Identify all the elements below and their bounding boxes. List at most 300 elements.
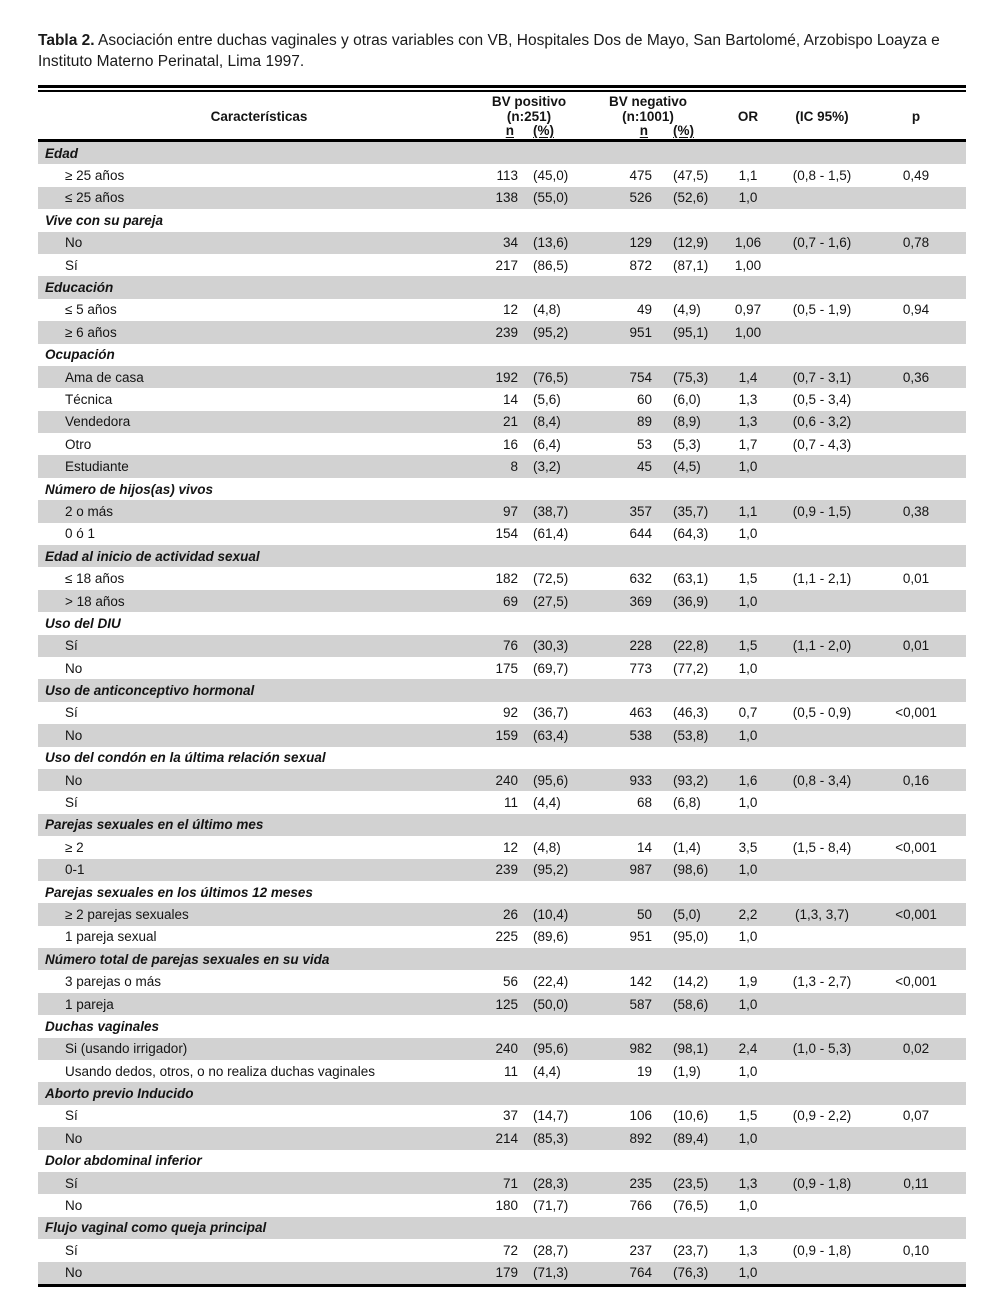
data-row <box>38 1172 966 1194</box>
p-value: <0,001 <box>895 906 937 922</box>
subcol-header-bv-pos-n: n <box>505 123 514 138</box>
group-row <box>38 1015 966 1037</box>
row-label: Otro <box>65 436 92 452</box>
p-value: <0,001 <box>895 839 937 855</box>
bv-pos-pct-value: (38,7) <box>533 503 569 519</box>
data-row <box>38 1038 966 1060</box>
bv-neg-pct-value: (36,9) <box>673 593 709 609</box>
data-row <box>38 164 966 186</box>
row-label: 2 o más <box>65 503 114 519</box>
table-caption <box>38 30 966 72</box>
group-label: Duchas vaginales <box>45 1018 160 1034</box>
header-row-1 <box>38 92 966 110</box>
row-label: Sí <box>65 1108 78 1124</box>
bv-pos-pct-value: (86,5) <box>533 257 569 273</box>
bv-pos-n-value: 97 <box>502 503 518 519</box>
or-value: 1,1 <box>738 168 758 184</box>
group-label: Flujo vaginal como queja principal <box>45 1220 267 1236</box>
or-value: 1,7 <box>738 436 758 452</box>
bv-neg-n-value: 50 <box>636 906 653 922</box>
or-value: 0,7 <box>738 705 758 721</box>
bv-pos-n-value: 34 <box>502 235 518 251</box>
ic95-value: (0,8 - 1,5) <box>792 168 852 184</box>
data-row <box>38 455 966 477</box>
row-label: No <box>65 772 83 788</box>
row-label: No <box>65 727 83 743</box>
data-row <box>38 970 966 992</box>
p-value <box>866 926 966 948</box>
or-value: 1,0 <box>738 526 758 542</box>
bv-pos-pct-value: (95,2) <box>533 324 569 340</box>
table-body <box>38 141 966 1286</box>
bv-pos-n-value: 175 <box>495 660 518 676</box>
group-label: Parejas sexuales en el último mes <box>45 817 264 833</box>
data-row <box>38 500 966 522</box>
bv-pos-pct-value: (95,6) <box>533 772 569 788</box>
bv-pos-pct-value: (95,2) <box>533 862 569 878</box>
bv-pos-pct-value: (8,4) <box>533 414 561 430</box>
bv-pos-pct-value: (5,6) <box>533 391 561 407</box>
bv-neg-pct-value: (10,6) <box>673 1108 709 1124</box>
row-label: ≥ 6 años <box>65 324 117 340</box>
data-row <box>38 769 966 791</box>
row-label: No <box>65 235 83 251</box>
bv-neg-n-value: 235 <box>629 1175 653 1191</box>
data-row <box>38 859 966 881</box>
ic95-value: (1,5 - 8,4) <box>792 839 852 855</box>
data-row <box>38 433 966 455</box>
p-value <box>866 657 966 679</box>
bv-neg-n-value: 587 <box>629 996 653 1012</box>
group-label: Aborto previo Inducido <box>45 1086 194 1102</box>
bv-neg-pct-value: (4,5) <box>673 459 701 475</box>
bv-neg-pct-value: (98,1) <box>673 1041 709 1057</box>
bv-pos-pct-value: (28,3) <box>533 1175 569 1191</box>
bv-neg-n-value: 53 <box>636 436 653 452</box>
data-row <box>38 567 966 589</box>
bv-neg-pct-value: (12,9) <box>673 235 709 251</box>
p-value <box>866 1194 966 1216</box>
or-value: 1,00 <box>734 257 762 273</box>
bv-neg-n-value: 45 <box>636 459 653 475</box>
group-label: Número de hijos(as) vivos <box>45 481 214 497</box>
p-value: 0,07 <box>902 1108 930 1124</box>
bv-pos-pct-value: (3,2) <box>533 459 561 475</box>
data-row <box>38 724 966 746</box>
row-label: Sí <box>65 1175 78 1191</box>
ic95-value: (0,9 - 1,8) <box>792 1242 852 1258</box>
or-value: 1,0 <box>738 593 758 609</box>
ic95-value: (0,5 - 1,9) <box>792 302 852 318</box>
bv-pos-n-value: 16 <box>502 436 518 452</box>
bv-neg-n-value: 987 <box>629 862 653 878</box>
or-value: 1,00 <box>734 324 762 340</box>
bv-pos-n-value: 37 <box>502 1108 518 1124</box>
ic95-value: (0,8 - 3,4) <box>792 772 852 788</box>
bv-pos-pct-value: (71,3) <box>533 1265 569 1281</box>
p-value <box>866 590 966 612</box>
bv-pos-n-value: 180 <box>495 1198 518 1214</box>
row-label: 1 pareja <box>65 996 114 1012</box>
bv-pos-pct-value: (95,6) <box>533 1041 569 1057</box>
bv-neg-n-value: 237 <box>629 1242 653 1258</box>
data-row <box>38 993 966 1015</box>
or-value: 1,0 <box>738 1130 758 1146</box>
p-value <box>866 254 966 276</box>
bv-pos-pct-value: (13,6) <box>533 235 569 251</box>
p-value: 0,02 <box>902 1041 930 1057</box>
subcol-header-bv-neg-pct: (%) <box>673 123 695 138</box>
group-row <box>38 344 966 366</box>
row-label: 0 ó 1 <box>65 526 96 542</box>
row-label: ≤ 18 años <box>65 571 125 587</box>
bv-neg-pct-value: (64,3) <box>673 526 709 542</box>
bv-pos-n-value: 240 <box>495 772 518 788</box>
bv-neg-pct-value: (8,9) <box>673 414 701 430</box>
p-value: 0,11 <box>903 1175 929 1191</box>
bv-pos-pct-value: (28,7) <box>533 1242 569 1258</box>
p-value <box>866 1262 966 1286</box>
or-value: 1,0 <box>738 795 758 811</box>
bv-neg-n-value: 357 <box>629 503 653 519</box>
data-row <box>38 523 966 545</box>
col-header-caracteristicas: Características <box>210 108 308 124</box>
group-row <box>38 1217 966 1239</box>
p-value <box>866 859 966 881</box>
ic95-value <box>778 926 866 948</box>
bv-neg-pct-value: (89,4) <box>673 1130 709 1146</box>
bv-neg-n-value: 872 <box>629 257 653 273</box>
bv-neg-pct-value: (87,1) <box>673 257 709 273</box>
bv-pos-n-value: 113 <box>496 168 518 184</box>
bv-neg-n-value: 754 <box>629 369 653 385</box>
row-label: 1 pareja sexual <box>65 929 157 945</box>
or-value: 1,9 <box>738 974 758 990</box>
bv-pos-pct-value: (14,7) <box>533 1108 569 1124</box>
bv-pos-n-value: 159 <box>495 727 518 743</box>
p-value: 0,49 <box>902 168 930 184</box>
bv-pos-n-value: 26 <box>502 906 518 922</box>
table-caption-text: Asociación entre duchas vaginales y otras variables con VB, Hospitales Dos de Mayo, San Bartolomé, Arzobispo Loayza e Instituto Materno Perinatal, Lima 1997. <box>38 32 940 70</box>
ic95-value <box>778 859 866 881</box>
data-row <box>38 366 966 388</box>
ic95-value <box>778 187 866 209</box>
ic95-value: (1,1 - 2,1) <box>792 571 852 587</box>
p-value <box>866 187 966 209</box>
ic95-value <box>778 523 866 545</box>
bv-pos-n-value: 154 <box>495 526 518 542</box>
group-row <box>38 1150 966 1172</box>
bv-neg-pct-value: (76,3) <box>673 1265 709 1281</box>
bv-neg-pct-value: (77,2) <box>673 660 709 676</box>
or-value: 1,0 <box>738 660 758 676</box>
bv-pos-pct-value: (72,5) <box>533 571 569 587</box>
bv-neg-n-value: 49 <box>636 302 653 318</box>
col-header-or: OR <box>737 108 759 124</box>
group-label: Uso del condón en la última relación sexual <box>45 750 326 766</box>
row-label: ≥ 25 años <box>65 168 125 184</box>
bv-pos-n-value: 12 <box>502 839 518 855</box>
row-label: Sí <box>65 1242 78 1258</box>
bv-pos-pct-value: (85,3) <box>533 1130 569 1146</box>
or-value: 1,3 <box>738 1242 758 1258</box>
data-row <box>38 1194 966 1216</box>
row-label: 0-1 <box>65 862 85 878</box>
row-label: Sí <box>65 795 78 811</box>
ic95-value: (1,1 - 2,0) <box>792 638 852 654</box>
p-value: 0,01 <box>902 638 930 654</box>
data-row <box>38 590 966 612</box>
bv-neg-pct-value: (63,1) <box>673 571 709 587</box>
or-value: 1,0 <box>738 1265 758 1281</box>
row-label: 3 parejas o más <box>65 974 162 990</box>
bv-neg-pct-value: (6,8) <box>673 795 701 811</box>
row-label: No <box>65 1130 83 1146</box>
or-value: 1,0 <box>738 190 758 206</box>
row-label: Estudiante <box>65 459 129 475</box>
or-value: 1,5 <box>738 571 758 587</box>
group-label: Edad <box>45 145 79 161</box>
bv-neg-n-value: 89 <box>636 414 653 430</box>
data-row <box>38 903 966 925</box>
p-value <box>866 1060 966 1082</box>
ic95-value: (0,7 - 4,3) <box>792 436 852 452</box>
col-header-bv-positivo: BV positivo <box>491 94 567 109</box>
bv-neg-n-value: 463 <box>629 705 653 721</box>
group-row <box>38 1082 966 1104</box>
group-row <box>38 612 966 634</box>
group-label: Ocupación <box>45 347 115 363</box>
p-value <box>866 388 966 410</box>
group-row <box>38 948 966 970</box>
data-row <box>38 187 966 209</box>
bv-neg-pct-value: (53,8) <box>673 727 709 743</box>
or-value: 1,3 <box>738 414 758 430</box>
bv-pos-pct-value: (45,0) <box>533 168 569 184</box>
p-value <box>866 993 966 1015</box>
ic95-value: (1,0 - 5,3) <box>792 1041 852 1057</box>
ic95-value <box>778 254 866 276</box>
data-row <box>38 657 966 679</box>
row-label: Ama de casa <box>65 369 144 385</box>
bv-neg-n-value: 369 <box>629 593 653 609</box>
bv-pos-n-value: 11 <box>503 795 518 811</box>
bv-neg-n-value: 68 <box>636 795 653 811</box>
bv-neg-pct-value: (6,0) <box>673 391 701 407</box>
col-header-bv-positivo-n: (n:251) <box>506 109 552 124</box>
bv-pos-pct-value: (71,7) <box>533 1198 569 1214</box>
or-value: 1,3 <box>738 1175 758 1191</box>
row-label: No <box>65 1198 83 1214</box>
col-header-ic95: (IC 95%) <box>795 108 849 124</box>
data-row <box>38 411 966 433</box>
row-label: No <box>65 660 83 676</box>
bv-neg-n-value: 766 <box>629 1198 653 1214</box>
data-row <box>38 1060 966 1082</box>
ic95-value: (0,6 - 3,2) <box>792 414 852 430</box>
bv-neg-n-value: 933 <box>629 772 653 788</box>
bv-pos-pct-value: (4,4) <box>533 795 561 811</box>
group-label: Parejas sexuales en los últimos 12 meses <box>45 884 313 900</box>
col-header-bv-negativo: BV negativo <box>609 94 688 109</box>
or-value: 1,1 <box>738 503 758 519</box>
row-label: Sí <box>65 638 78 654</box>
or-value: 1,6 <box>738 772 758 788</box>
bv-pos-pct-value: (89,6) <box>533 929 569 945</box>
bv-pos-n-value: 192 <box>495 369 518 385</box>
bv-pos-n-value: 12 <box>502 302 518 318</box>
ic95-value: (0,5 - 3,4) <box>792 391 852 407</box>
group-row <box>38 814 966 836</box>
bv-neg-pct-value: (58,6) <box>673 996 709 1012</box>
bv-pos-n-value: 72 <box>502 1242 518 1258</box>
or-value: 1,0 <box>738 862 758 878</box>
group-label: Educación <box>45 280 114 296</box>
bv-neg-pct-value: (23,5) <box>673 1175 709 1191</box>
ic95-value: (1,3 - 2,7) <box>792 974 852 990</box>
subcol-header-bv-neg-n: n <box>639 123 649 138</box>
row-label: Usando dedos, otros, o no realiza duchas vaginales <box>65 1063 375 1079</box>
data-row <box>38 836 966 858</box>
group-row <box>38 209 966 231</box>
ic95-value: (1,3, 3,7) <box>795 906 850 922</box>
bv-pos-pct-value: (61,4) <box>533 526 569 542</box>
or-value: 1,0 <box>738 1198 758 1214</box>
ic95-value: (0,7 - 1,6) <box>792 235 852 251</box>
bv-pos-n-value: 69 <box>502 593 518 609</box>
bv-pos-n-value: 138 <box>495 190 518 206</box>
bv-pos-pct-value: (63,4) <box>533 727 569 743</box>
bv-neg-pct-value: (5,0) <box>673 906 701 922</box>
bv-pos-n-value: 71 <box>502 1175 518 1191</box>
p-value <box>866 791 966 813</box>
bv-neg-n-value: 106 <box>629 1108 653 1124</box>
bv-neg-n-value: 951 <box>629 324 653 340</box>
or-value: 1,0 <box>738 1063 758 1079</box>
bv-neg-pct-value: (76,5) <box>673 1198 709 1214</box>
bv-pos-pct-value: (10,4) <box>533 906 569 922</box>
data-row <box>38 388 966 410</box>
group-row <box>38 276 966 298</box>
row-label: Sí <box>65 257 78 273</box>
bv-neg-n-value: 60 <box>636 391 653 407</box>
ic95-value <box>778 657 866 679</box>
ic95-value <box>778 1262 866 1286</box>
bv-neg-pct-value: (22,8) <box>673 638 709 654</box>
data-row <box>38 1105 966 1127</box>
bv-pos-n-value: 179 <box>495 1265 518 1281</box>
row-label: > 18 años <box>65 593 125 609</box>
bv-pos-pct-value: (4,8) <box>533 302 561 318</box>
group-label: Uso del DIU <box>45 615 121 631</box>
stats-table-wrap <box>38 85 966 1287</box>
group-row <box>38 679 966 701</box>
ic95-value <box>778 724 866 746</box>
group-label: Edad al inicio de actividad sexual <box>45 548 260 564</box>
row-label: ≥ 2 <box>65 839 84 855</box>
ic95-value: (0,9 - 1,5) <box>792 503 852 519</box>
bv-neg-pct-value: (52,6) <box>673 190 709 206</box>
or-value: 1,3 <box>738 391 758 407</box>
row-label: ≤ 5 años <box>65 302 117 318</box>
data-row <box>38 635 966 657</box>
p-value: 0,36 <box>902 369 930 385</box>
p-value: 0,94 <box>902 302 930 318</box>
or-value: 1,06 <box>734 235 762 251</box>
ic95-value <box>778 1194 866 1216</box>
data-row <box>38 1262 966 1286</box>
bv-neg-n-value: 892 <box>629 1130 653 1146</box>
bv-neg-n-value: 538 <box>629 727 653 743</box>
bv-neg-pct-value: (1,4) <box>673 839 701 855</box>
group-row <box>38 141 966 165</box>
bv-pos-n-value: 92 <box>502 705 518 721</box>
row-label: Vendedora <box>65 414 131 430</box>
p-value <box>866 433 966 455</box>
bv-neg-pct-value: (35,7) <box>673 503 709 519</box>
bv-neg-n-value: 773 <box>629 660 653 676</box>
p-value: <0,001 <box>895 974 937 990</box>
ic95-value <box>778 1127 866 1149</box>
data-row <box>38 232 966 254</box>
bv-pos-pct-value: (6,4) <box>533 436 561 452</box>
bv-neg-n-value: 632 <box>629 571 653 587</box>
group-row <box>38 478 966 500</box>
bv-neg-pct-value: (93,2) <box>673 772 709 788</box>
bv-pos-n-value: 11 <box>503 1063 518 1079</box>
bv-pos-pct-value: (27,5) <box>533 593 569 609</box>
row-label: No <box>65 1265 83 1281</box>
bv-pos-n-value: 14 <box>502 391 518 407</box>
bv-neg-pct-value: (5,3) <box>673 436 701 452</box>
bv-neg-pct-value: (95,1) <box>673 324 709 340</box>
group-row <box>38 881 966 903</box>
or-value: 1,0 <box>738 459 758 475</box>
group-label: Dolor abdominal inferior <box>45 1153 202 1169</box>
p-value <box>866 455 966 477</box>
p-value: <0,001 <box>895 705 937 721</box>
ic95-value <box>778 1060 866 1082</box>
data-row <box>38 299 966 321</box>
p-value: 0,16 <box>902 772 930 788</box>
group-label: Número total de parejas sexuales en su vida <box>45 951 330 967</box>
bv-pos-pct-value: (50,0) <box>533 996 569 1012</box>
ic95-value: (0,7 - 3,1) <box>792 369 852 385</box>
bv-neg-n-value: 142 <box>629 974 653 990</box>
or-value: 1,4 <box>738 369 758 385</box>
bv-pos-pct-value: (76,5) <box>533 369 569 385</box>
row-label: ≤ 25 años <box>65 190 125 206</box>
ic95-value <box>778 590 866 612</box>
data-row <box>38 321 966 343</box>
bv-neg-pct-value: (46,3) <box>673 705 709 721</box>
row-label: Sí <box>65 705 78 721</box>
ic95-value <box>778 321 866 343</box>
row-label: Si (usando irrigador) <box>65 1041 188 1057</box>
bv-neg-n-value: 644 <box>629 526 653 542</box>
bv-pos-pct-value: (4,4) <box>533 1063 561 1079</box>
or-value: 1,0 <box>738 929 758 945</box>
bv-pos-pct-value: (55,0) <box>533 190 569 206</box>
data-row <box>38 1127 966 1149</box>
p-value <box>866 411 966 433</box>
bv-pos-n-value: 239 <box>495 862 518 878</box>
p-value <box>866 321 966 343</box>
bv-pos-n-value: 182 <box>495 571 518 587</box>
or-value: 1,5 <box>738 638 758 654</box>
table-caption-number: Tabla 2. <box>38 32 95 49</box>
bv-pos-n-value: 125 <box>495 996 518 1012</box>
